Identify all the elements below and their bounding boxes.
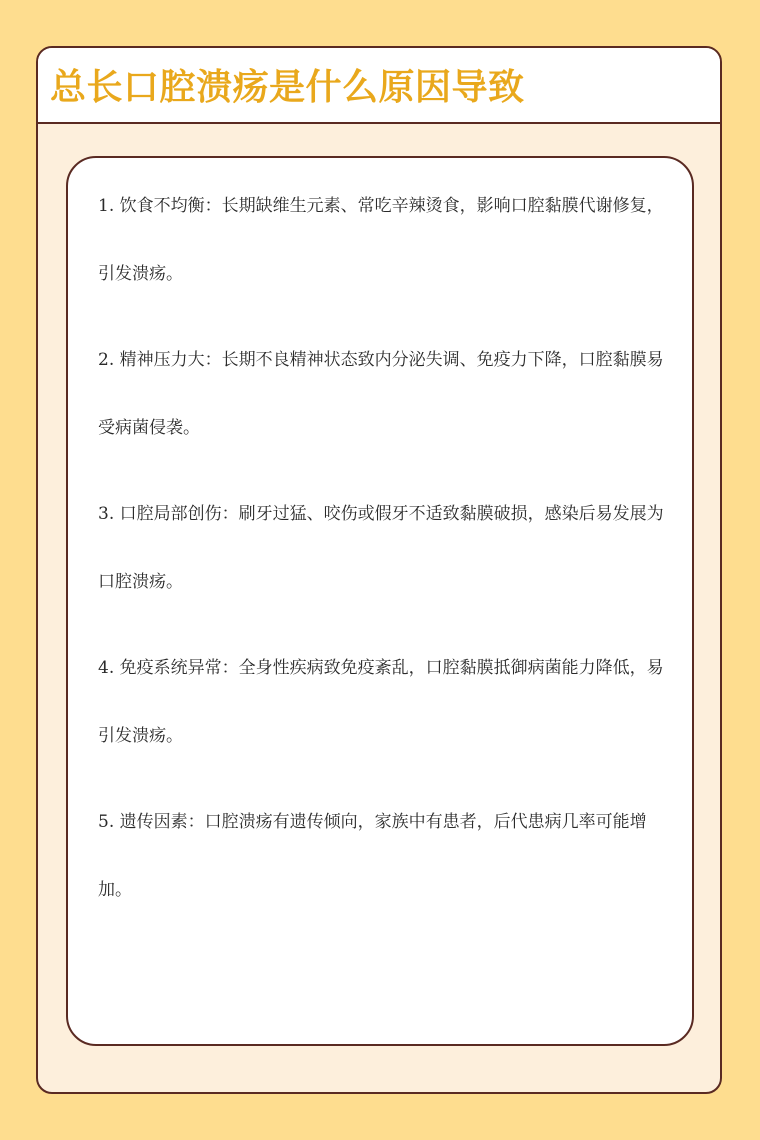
list-item xyxy=(98,480,670,616)
list-item xyxy=(98,326,670,462)
content-card xyxy=(66,156,694,1046)
page-title: 总长口腔溃疡是什么原因导致 xyxy=(50,67,525,108)
item-number: 2. xyxy=(98,350,115,370)
item-text: 饮食不均衡：长期缺维生元素、常吃辛辣烫食，影响口腔黏膜代谢修复，引发溃疡。 xyxy=(98,196,664,284)
list-item xyxy=(98,172,670,308)
item-text: 精神压力大：长期不良精神状态致内分泌失调、免疫力下降，口腔黏膜易受病菌侵袭。 xyxy=(98,350,664,438)
title-bar xyxy=(38,48,720,124)
item-number: 4. xyxy=(98,658,115,678)
item-number: 3. xyxy=(98,504,115,524)
list-item xyxy=(98,634,670,770)
item-number: 5. xyxy=(98,812,115,832)
cause-list xyxy=(98,172,670,942)
item-text: 口腔局部创伤：刷牙过猛、咬伤或假牙不适致黏膜破损，感染后易发展为口腔溃疡。 xyxy=(98,504,664,592)
item-text: 遗传因素：口腔溃疡有遗传倾向，家族中有患者，后代患病几率可能增加。 xyxy=(98,812,647,900)
list-item xyxy=(98,788,670,924)
item-text: 免疫系统异常：全身性疾病致免疫紊乱，口腔黏膜抵御病菌能力降低，易引发溃疡。 xyxy=(98,658,664,746)
item-number: 1. xyxy=(98,196,115,216)
